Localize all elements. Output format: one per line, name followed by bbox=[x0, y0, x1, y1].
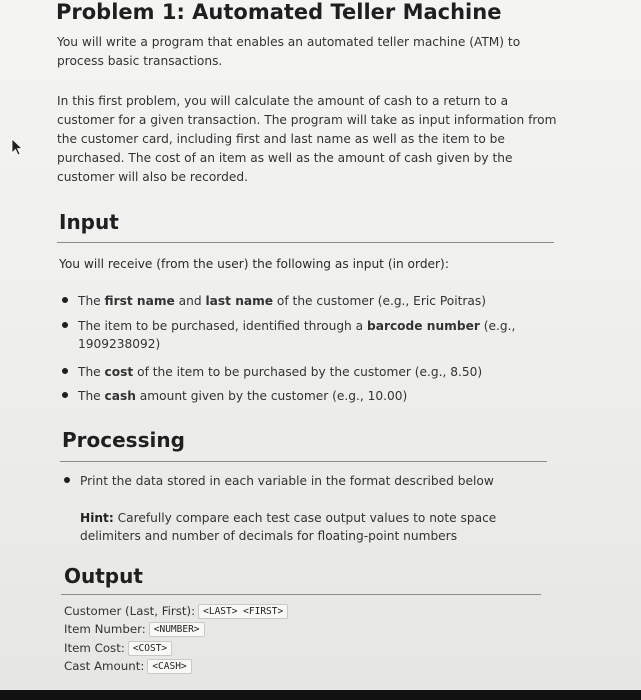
list-item: The cost of the item to be purchased by the customer (e.g., 8.50) bbox=[58, 363, 528, 381]
processing-heading: Processing bbox=[62, 428, 185, 452]
page-title: Problem 1: Automated Teller Machine bbox=[56, 0, 502, 24]
bullet-icon bbox=[62, 297, 68, 303]
list-item: Print the data stored in each variable in the format described below bbox=[60, 472, 530, 490]
input-intro: You will receive (from the user) the following as input (in order): bbox=[59, 257, 449, 271]
bullet-icon bbox=[62, 392, 68, 398]
processing-list bbox=[60, 472, 530, 490]
list-item: The first name and last name of the customer (e.g., Eric Poitras) bbox=[58, 292, 528, 310]
bullet-icon bbox=[62, 368, 68, 374]
code-placeholder: <LAST> <FIRST> bbox=[198, 604, 288, 619]
input-heading: Input bbox=[59, 210, 119, 234]
bullet-icon bbox=[64, 477, 70, 483]
output-line-item-number: Item Number: <NUMBER> bbox=[64, 621, 205, 637]
input-list bbox=[58, 292, 528, 405]
code-placeholder: <CASH> bbox=[147, 659, 191, 674]
bullet-icon bbox=[62, 322, 68, 328]
list-item: The item to be purchased, identified through a barcode number (e.g., 1909238092) bbox=[58, 317, 528, 353]
list-item: The cash amount given by the customer (e.g., 10.00) bbox=[58, 387, 528, 405]
intro-paragraph: You will write a program that enables an automated teller machine (ATM) to process basic transactions. bbox=[57, 35, 521, 68]
input-divider bbox=[57, 242, 554, 243]
detail-paragraph: In this first problem, you will calculate the amount of cash to a return to a customer for a given transaction. The program will take as input information from the customer card, including first and last name as well as the item to be purchased. The cost of an item as well as the amount of cash given by the customer will also be recorded. bbox=[57, 94, 557, 184]
hint-note: Hint: Carefully compare each test case output values to note space delimiters and number of decimals for floating-point numbers bbox=[80, 511, 497, 543]
processing-divider bbox=[60, 461, 547, 462]
code-placeholder: <NUMBER> bbox=[149, 622, 205, 637]
arrow-cursor-icon bbox=[10, 138, 24, 156]
output-line-cash-amount: Cast Amount: <CASH> bbox=[64, 658, 192, 674]
output-line-item-cost: Item Cost: <COST> bbox=[64, 640, 172, 656]
code-placeholder: <COST> bbox=[128, 641, 172, 656]
output-heading: Output bbox=[64, 564, 143, 588]
output-line-customer: Customer (Last, First): <LAST> <FIRST> bbox=[64, 603, 288, 619]
output-divider bbox=[61, 594, 541, 595]
photo-bottom-edge bbox=[0, 690, 641, 700]
